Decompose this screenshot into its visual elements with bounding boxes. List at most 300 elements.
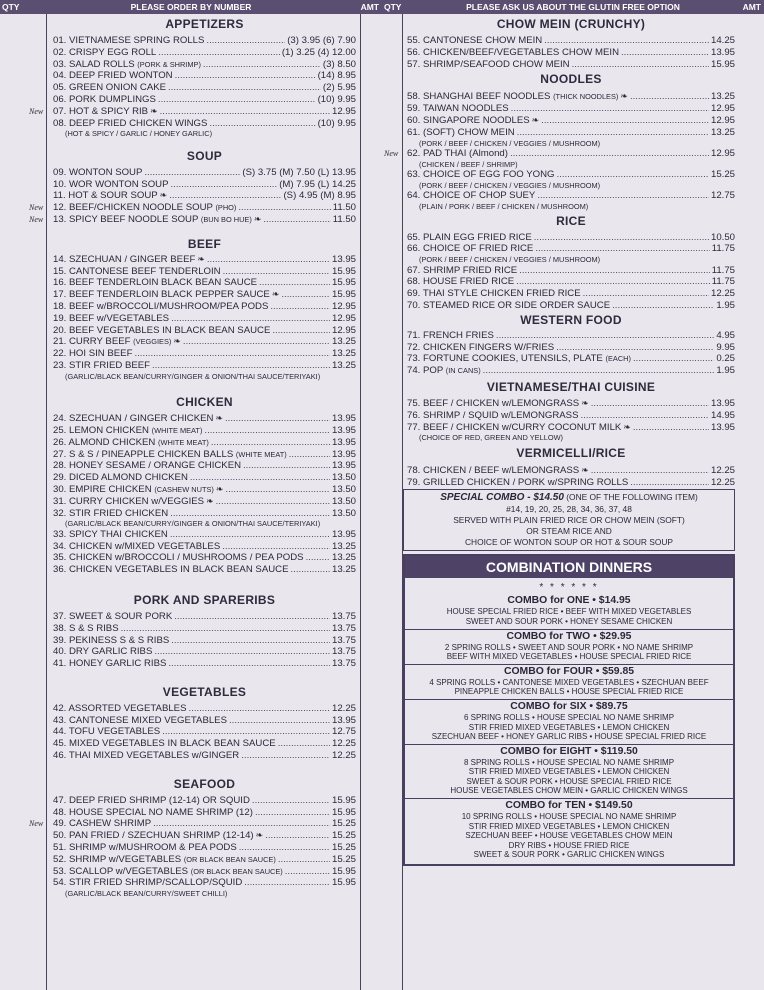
dot-leader [535, 243, 709, 255]
item-name [53, 818, 151, 830]
item-name [407, 477, 628, 489]
dot-leader [152, 360, 330, 372]
menu-item [407, 342, 735, 354]
item-name-text: 25. LEMON CHICKEN [53, 424, 149, 436]
item-price: (S) 4.95 (M) 8.95 [283, 190, 356, 202]
menu-item [407, 190, 735, 202]
item-name [53, 738, 276, 750]
dot-leader [244, 877, 330, 889]
item-price: 1.95 [716, 365, 735, 377]
dot-leader [188, 703, 330, 715]
menu-item [407, 265, 735, 277]
item-name [53, 623, 119, 635]
item-price: 15.25 [331, 818, 356, 830]
combo-line: 2 SPRING ROLLS • SWEET AND SOUR PORK • NO NAME SHRIMP [444, 642, 694, 652]
item-name-text: 62. PAD THAI (Almond) [407, 147, 508, 159]
dot-leader [270, 301, 330, 313]
item-name [53, 94, 156, 106]
dot-leader [162, 726, 330, 738]
menu-item [53, 866, 356, 878]
item-price: 13.95 [331, 528, 356, 540]
item-note: (VEGGIES) [133, 337, 172, 347]
item-name-text: 79. GRILLED CHICKEN / PORK w/SPRING ROLLS [407, 476, 629, 488]
item-name-text: 55. CANTONESE CHOW MEIN [407, 35, 543, 46]
item-name [407, 243, 533, 255]
chow-mein-list [407, 35, 735, 70]
combo-line: SZECHUAN BEEF • HOUSE VEGETABLES CHOW MEIN [465, 831, 673, 841]
menu-item [407, 232, 735, 244]
item-price: 15.25 [331, 853, 356, 865]
item-name [53, 437, 209, 449]
combo-title: COMBO for FOUR • $59.85 [503, 665, 635, 677]
item-name [53, 289, 279, 301]
chicken-list [53, 413, 356, 576]
item-name-text: 42. ASSORTED VEGETABLES [53, 702, 187, 714]
item-name [53, 313, 169, 325]
item-price: 13.50 [331, 472, 356, 484]
menu-item [53, 413, 356, 425]
item-name [53, 167, 142, 179]
item-options: (PORK / BEEF / CHICKEN / VEGGIES / MUSHROOM) [419, 255, 601, 265]
item-name [53, 47, 156, 59]
item-name-text: 74. POP [407, 365, 444, 377]
combo-block [405, 799, 733, 862]
dot-leader [633, 422, 709, 434]
item-price: 15.95 [331, 289, 356, 301]
menu-item [53, 35, 356, 47]
combo-line: 10 SPRING ROLLS • HOUSE SPECIAL NO NAME SHRIMP [461, 812, 677, 822]
item-name-text: 20. BEEF VEGETABLES IN BLACK BEAN SAUCE [53, 324, 271, 336]
item-name-text: 46. THAI MIXED VEGETABLES w/GINGER [53, 750, 240, 762]
dot-leader [537, 190, 709, 202]
menu-item [53, 460, 356, 472]
dot-leader [211, 437, 330, 449]
dot-leader [290, 564, 330, 576]
item-name [53, 854, 276, 866]
section-vegetables: VEGETABLES [162, 684, 247, 699]
item-price: 11.75 [711, 243, 735, 255]
item-name [53, 179, 169, 191]
combo-line: 6 SPRING ROLLS • HOUSE SPECIAL NO NAME SHRIMP [463, 712, 675, 722]
item-name-text: 13. SPICY BEEF NOODLE SOUP [53, 213, 199, 225]
dot-leader [238, 202, 330, 214]
menu-item [53, 289, 356, 301]
item-name [53, 325, 270, 337]
item-name [407, 410, 578, 422]
item-name [53, 715, 227, 727]
left-header-bar [0, 0, 382, 14]
item-options: (PORK / BEEF / CHICKEN / VEGGIES / MUSHROOM) [419, 138, 601, 148]
item-price: 15.25 [710, 169, 735, 181]
item-name-text: 54. STIR FRIED SHRIMP/SCALLOP/SQUID [53, 877, 243, 889]
item-name [53, 472, 188, 484]
item-note: (WHITE MEAT) [235, 449, 287, 459]
combo-line: BEEF WITH MIXED VEGETABLES • HOUSE SPECIAL FRIED RICE [446, 652, 692, 662]
combo-title: COMBO for TEN • $149.50 [505, 800, 633, 812]
item-name [407, 232, 532, 244]
menu-item [53, 167, 356, 179]
amt-header: AMT [360, 2, 379, 12]
section-soup: SOUP [186, 148, 223, 163]
item-name-text: 17. BEEF TENDERLOIN BLACK PEPPER SAUCE [53, 289, 270, 301]
right-header-title: PLEASE ASK US ABOUT THE GLUTIN FREE OPTION [466, 2, 680, 12]
section-western: WESTERN FOOD [520, 312, 622, 327]
item-name-text: 40. DRY GARLIC RIBS [53, 646, 153, 658]
dot-leader [134, 348, 330, 360]
dot-leader [259, 277, 330, 289]
chili-pepper-icon: ❧ [623, 421, 631, 432]
item-name [53, 266, 221, 278]
new-badge: New [29, 106, 44, 116]
item-price: 12.95 [331, 324, 356, 336]
item-name [53, 703, 186, 715]
item-name [407, 59, 570, 71]
menu-item [53, 190, 356, 202]
menu-item [407, 300, 735, 312]
item-name [53, 484, 223, 496]
item-price: 15.25 [331, 842, 356, 854]
menu-item [407, 422, 735, 434]
item-name-text: 32. STIR FRIED CHICKEN [53, 507, 169, 519]
item-price: 1.95 [716, 299, 735, 311]
item-name [53, 214, 261, 226]
item-name-text: 67. SHRIMP FRIED RICE [407, 264, 518, 276]
item-price: 15.95 [331, 794, 356, 806]
section-vermicelli: VERMICELLI/RICE [516, 445, 626, 460]
item-note: (BUN BO HUE) [200, 214, 252, 224]
combo-line: HOUSE VEGETABLES CHOW MEIN • GARLIC CHICKEN WINGS [450, 786, 688, 796]
menu-item [53, 336, 356, 348]
item-name-text: 71. FRENCH FRIES [407, 329, 494, 341]
combo-line: 8 SPRING ROLLS • HOUSE SPECIAL NO NAME SHRIMP [463, 757, 675, 767]
item-name-text: 39. PEKINESS S & S RIBS [53, 634, 170, 646]
dot-leader [153, 818, 330, 830]
menu-item [407, 465, 735, 477]
dot-leader [541, 115, 709, 127]
chili-pepper-icon: ❧ [159, 190, 168, 201]
combo-line: PINEAPPLE CHICKEN BALLS • HOUSE SPECIAL FRIED RICE [454, 687, 684, 697]
item-name-text: 08. DEEP FRIED CHICKEN WINGS [53, 117, 208, 129]
section-chicken: CHICKEN [176, 395, 233, 410]
combo-title: COMBO for EIGHT • $119.50 [500, 745, 638, 757]
special-combo-soup: CHOICE OF WONTON SOUP OR HOT & SOUR SOUP [464, 536, 673, 547]
menu-item [407, 169, 735, 181]
menu-item [407, 35, 735, 47]
dot-leader [306, 552, 330, 564]
combo-block [405, 745, 733, 799]
menu-item [53, 437, 356, 449]
item-name [53, 348, 132, 360]
item-name [407, 353, 631, 365]
menu-item [53, 484, 356, 496]
item-name [53, 611, 172, 623]
item-price: 13.95 [710, 46, 735, 58]
item-name-text: 72. CHICKEN FINGERS W/FRIES [407, 341, 555, 353]
dot-leader [170, 529, 330, 541]
dot-leader [241, 750, 330, 762]
right-header-bar [382, 0, 764, 14]
item-name-text: 05. GREEN ONION CAKE [53, 82, 167, 94]
menu-item [53, 658, 356, 670]
item-price: 15.95 [710, 58, 735, 70]
menu-item [53, 266, 356, 278]
menu-item [53, 508, 356, 520]
item-price: 13.50 [331, 495, 356, 507]
menu-item [53, 348, 356, 360]
item-name-text: 19. BEEF w/VEGETABLES [53, 312, 170, 324]
item-name-text: 31. CURRY CHICKEN w/VEGGIES [53, 495, 205, 507]
menu-item [407, 410, 735, 422]
dot-leader [496, 330, 714, 342]
menu-item [407, 47, 735, 59]
chili-pepper-icon: ❧ [581, 464, 589, 475]
dot-leader [209, 118, 315, 130]
item-price: 13.95 [331, 460, 356, 472]
item-name [407, 465, 589, 477]
menu-item [53, 807, 356, 819]
dot-leader [633, 353, 714, 365]
dot-leader [556, 342, 714, 354]
item-note: (EACH) [605, 354, 631, 364]
combo-line: SWEET & SOUR PORK • GARLIC CHICKEN WINGS [473, 850, 665, 860]
dot-leader [204, 425, 330, 437]
item-name [53, 877, 242, 889]
new-badge: New [29, 819, 44, 829]
item-price: 12.25 [331, 702, 356, 714]
chili-pepper-icon: ❧ [215, 413, 224, 424]
item-name-text: 06. PORK DUMPLINGS [53, 93, 156, 105]
dot-leader [158, 94, 316, 106]
menu-item [53, 70, 356, 82]
item-name-text: 07. HOT & SPICY RIB [53, 105, 149, 117]
menu-item [407, 276, 735, 288]
dot-leader [243, 460, 330, 472]
item-price: 13.25 [710, 126, 735, 138]
item-name [53, 842, 237, 854]
item-price: (10) 9.95 [317, 117, 356, 129]
item-price: 13.95 [710, 421, 735, 433]
qty-header: QTY [2, 2, 20, 12]
special-combo-note: (ONE OF THE FOLLOWING ITEM) [566, 492, 698, 503]
item-price: 15.95 [331, 865, 356, 877]
item-price: 4.95 [716, 329, 735, 341]
item-price: 12.95 [331, 312, 356, 324]
dot-leader [263, 214, 330, 226]
item-name [407, 330, 494, 342]
item-price: 13.25 [331, 336, 356, 348]
combo-line: DRY RIBS • HOUSE FRIED RICE [508, 840, 630, 850]
item-name-text: 29. DICED ALMOND CHICKEN [53, 472, 188, 484]
item-name-text: 37. SWEET & SOUR PORK [53, 610, 173, 622]
item-name-text: 03. SALAD ROLLS [53, 58, 135, 70]
menu-item [53, 449, 356, 461]
menu-item [53, 325, 356, 337]
item-name-text: 47. DEEP FRIED SHRIMP (12-14) OR SQUID [53, 794, 250, 806]
dot-leader [483, 365, 715, 377]
item-name-text: 59. TAIWAN NOODLES [407, 103, 509, 115]
item-name [53, 866, 283, 878]
item-name [53, 658, 166, 670]
stars-divider: * * * * * * [539, 582, 599, 594]
left-header-title: PLEASE ORDER BY NUMBER [130, 2, 252, 12]
item-note: (OR BLACK BEAN SAUCE) [190, 866, 283, 876]
item-name-text: 11. HOT & SOUR SOUP [53, 190, 158, 202]
dot-leader [557, 169, 709, 181]
dot-leader [272, 325, 330, 337]
combo-title: COMBO for SIX • $89.75 [510, 700, 628, 712]
dot-leader [517, 127, 709, 139]
item-name [53, 190, 167, 202]
item-name-text: 53. SCALLOP w/VEGETABLES [53, 865, 189, 877]
menu-item [407, 353, 735, 365]
item-price: 15.95 [331, 265, 356, 277]
menu-item [29, 105, 356, 118]
item-price: 12.25 [710, 288, 735, 300]
item-name-text: 28. HONEY SESAME / ORANGE CHICKEN [53, 460, 242, 472]
item-name-text: 56. CHICKEN/BEEF/VEGETABLES CHOW MEIN [407, 46, 619, 58]
item-price: 14.95 [710, 409, 735, 421]
item-name [53, 301, 268, 313]
item-price: 13.95 [331, 413, 356, 425]
item-name [53, 460, 241, 472]
item-price: 15.95 [331, 277, 356, 289]
item-name-text: 77. BEEF / CHICKEN w/CURRY COCONUT MILK [407, 421, 622, 433]
menu-item [53, 94, 356, 106]
combo-line: STIR FRIED MIXED VEGETABLES • LEMON CHICKEN [468, 767, 670, 777]
dot-leader [207, 254, 330, 266]
item-options: (GARLIC/BLACK BEAN/CURRY/SWEET CHILLI) [65, 889, 228, 899]
menu-item [53, 830, 356, 842]
item-name-text: 27. S & S / PINEAPPLE CHICKEN BALLS [53, 448, 234, 460]
menu-item [407, 115, 735, 127]
menu-item [29, 818, 356, 830]
item-name [53, 70, 173, 82]
dot-leader [265, 830, 330, 842]
new-badge: New [29, 203, 44, 213]
menu-item [53, 360, 356, 372]
dot-leader [229, 715, 330, 727]
item-name-text: 73. FORTUNE COOKIES, UTENSILS, PLATE [407, 353, 603, 365]
item-price: 12.95 [710, 103, 735, 115]
item-price: 12.75 [331, 726, 356, 738]
item-name-text: 23. STIR FRIED BEEF [53, 359, 151, 371]
item-name [53, 118, 207, 130]
left-menu-body [0, 14, 382, 990]
section-pork: PORK AND SPARERIBS [133, 592, 276, 607]
item-price: (2) 5.95 [322, 82, 356, 94]
dot-leader [516, 276, 710, 288]
item-price: 13.50 [331, 483, 356, 495]
item-name-text: 41. HONEY GARLIC RIBS [53, 658, 167, 670]
item-name [53, 449, 287, 461]
dot-leader [168, 658, 330, 670]
item-note: (PHO) [215, 203, 237, 213]
item-name [53, 750, 239, 762]
dot-leader [510, 148, 709, 160]
dot-leader [252, 795, 330, 807]
item-name-text: 38. S & S RIBS [53, 622, 119, 634]
menu-item [407, 288, 735, 300]
dot-leader [222, 541, 330, 553]
item-options: (PORK / BEEF / CHICKEN / VEGGIES / MUSHROOM) [419, 180, 601, 190]
menu-item [407, 91, 735, 103]
dot-leader [170, 508, 330, 520]
right-menu-body [382, 14, 764, 990]
item-name-text: 51. SHRIMP w/MUSHROOM & PEA PODS [53, 842, 237, 854]
menu-item [53, 179, 356, 191]
item-name [407, 115, 539, 127]
dot-leader [203, 59, 321, 71]
item-name [407, 398, 589, 410]
menu-item [407, 127, 735, 139]
item-name-text: 26. ALMOND CHICKEN [53, 436, 156, 448]
menu-item [53, 854, 356, 866]
combo-title: COMBO for TWO • $29.95 [506, 630, 632, 642]
section-noodles: NOODLES [540, 72, 602, 87]
combo-list [405, 594, 733, 862]
item-name-text: 01. VIETNAMESE SPRING ROLLS [53, 35, 205, 46]
chili-pepper-icon: ❧ [620, 91, 628, 102]
item-name [53, 82, 166, 94]
item-price: 13.50 [331, 507, 356, 519]
item-price: (3) 8.50 [322, 58, 356, 70]
item-price: 11.75 [711, 264, 735, 276]
item-name [407, 365, 481, 377]
item-price: 13.95 [331, 448, 356, 460]
dot-leader [278, 854, 330, 866]
item-name-text: 36. CHICKEN VEGETABLES IN BLACK BEAN SAUCE [53, 564, 289, 576]
dot-leader [225, 413, 330, 425]
item-options: (PLAIN / PORK / BEEF / CHICKEN / MUSHROOM) [419, 202, 589, 212]
dot-leader [206, 35, 285, 47]
section-beef: BEEF [187, 236, 222, 251]
dot-leader [544, 35, 709, 47]
dot-leader [239, 842, 330, 854]
chili-pepper-icon: ❧ [255, 830, 264, 841]
menu-item [29, 202, 356, 214]
item-name [407, 276, 514, 288]
item-name [53, 277, 257, 289]
item-price: 12.95 [331, 300, 356, 312]
item-price: 13.75 [331, 634, 356, 646]
chili-pepper-icon: ❧ [581, 397, 589, 408]
chili-pepper-icon: ❧ [253, 213, 262, 224]
item-price: 15.25 [331, 830, 356, 842]
dot-leader [289, 449, 330, 461]
item-price: 13.25 [331, 348, 356, 360]
item-name-text: 10. WOR WONTON SOUP [53, 178, 169, 190]
item-name-text: 69. THAI STYLE CHICKEN FRIED RICE [407, 288, 581, 300]
item-name [53, 413, 223, 425]
dot-leader [190, 472, 330, 484]
section-seafood: SEAFOOD [173, 776, 236, 791]
dot-leader [169, 190, 281, 202]
item-price: 12.75 [710, 190, 735, 202]
menu-item [53, 738, 356, 750]
item-name [407, 127, 515, 139]
vegetables-list [53, 703, 356, 762]
item-name [407, 342, 554, 354]
item-name [407, 91, 628, 103]
special-combo-box [403, 489, 735, 551]
noodles-list [384, 91, 735, 212]
menu-item [53, 877, 356, 889]
item-name [53, 552, 304, 564]
combination-dinners-box [403, 554, 735, 866]
dot-leader [216, 496, 330, 508]
combo-line: SWEET & SOUR PORK • HOUSE SPECIAL FRIED RICE [466, 776, 672, 786]
menu-item [53, 277, 356, 289]
